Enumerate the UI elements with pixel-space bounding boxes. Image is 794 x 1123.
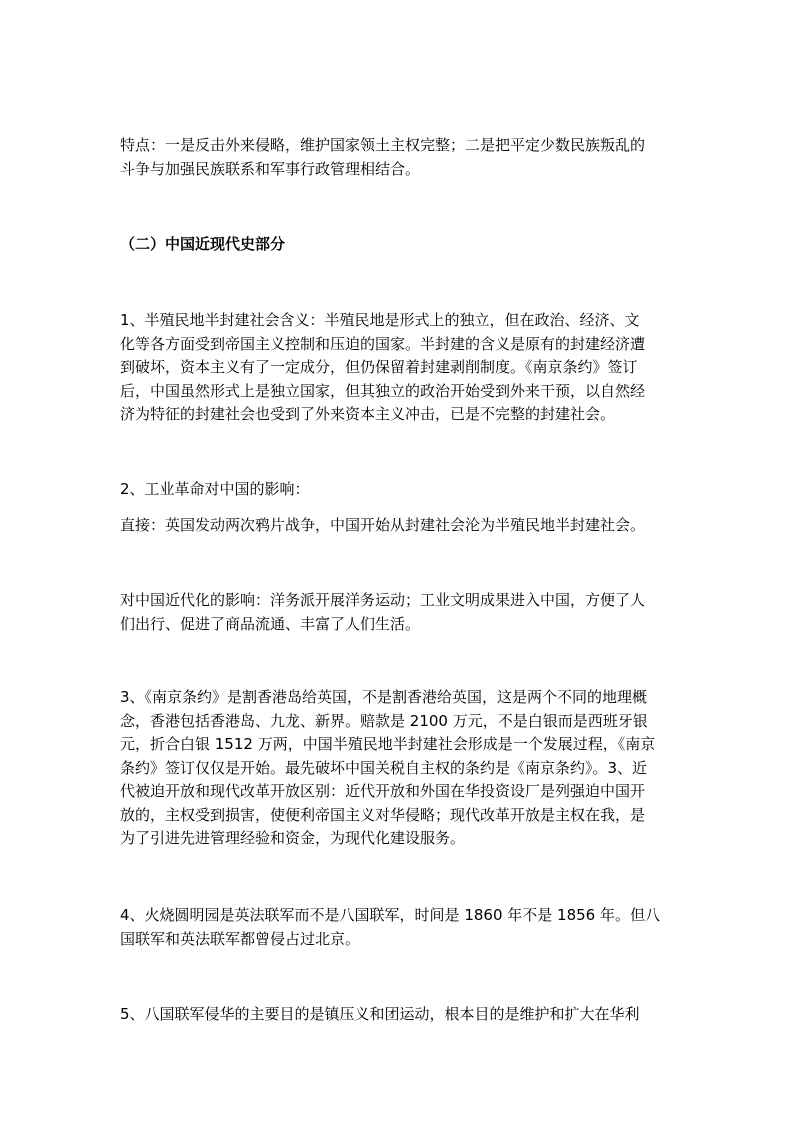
section-heading [120, 233, 680, 257]
text-line: 代被迫开放和现代改革开放区别：近代开放和外国在华投资设厂是列强迫中国开 [120, 782, 646, 800]
text-line: 4、火烧圆明园是英法联军而不是八国联军，时间是 1860 年不是 1856 年。但八 [120, 906, 660, 924]
paragraph-3 [120, 686, 680, 851]
text-line: 念，香港包括香港岛、九龙、新界。赔款是 2100 万元，不是白银而是西班牙银 [120, 711, 648, 730]
text-line: 化等各方面受到帝国主义控制和压迫的国家。半封建的含义是原有的封建经济遭 [120, 334, 646, 353]
text-line: 后，中国虽然形式上是独立国家，但其独立的政治开始受到外来干预，以自然经 [120, 381, 646, 400]
paragraph-2-direct [120, 514, 680, 538]
paragraph-1 [120, 309, 680, 427]
text-line: 为了引进先进管理经验和资金，为现代化建设服务。 [120, 829, 466, 847]
text-line: 直接：英国发动两次鸦片战争，中国开始从封建社会沦为半殖民地半封建社会。 [120, 516, 646, 534]
text-line: 条约》签订仅仅是开始。最先破坏中国关税自主权的条约是《南京条约》。3、近 [120, 758, 648, 777]
paragraph-features [120, 134, 680, 181]
text-line: 国联军和英法联军都曾侵占过北京。 [120, 929, 361, 948]
text-line: 到破坏，资本主义有了一定成分，但仍保留着封建剥削制度。《南京条约》签订 [120, 358, 638, 376]
text-line: 斗争与加强民族联系和军事行政管理相结合。 [120, 159, 421, 178]
text-line: 济为特征的封建社会也受到了外来资本主义冲击，已是不完整的封建社会。 [120, 405, 616, 423]
text-line: 放的，主权受到损害，使便利帝国主义对华侵略；现代改革开放是主权在我，是 [120, 805, 646, 824]
text-line: 元，折合白银 1512 万两，中国半殖民地半封建社会形成是一个发展过程，《南京 [120, 735, 656, 753]
section-heading-text: （二）中国近现代史部分 [120, 235, 286, 253]
text-line: 特点：一是反击外来侵略，维护国家领土主权完整；二是把平定少数民族叛乱的 [120, 136, 646, 154]
paragraph-2-modern [120, 589, 680, 636]
text-line: 对中国近代化的影响：洋务派开展洋务运动；工业文明成果进入中国，方便了人 [120, 591, 646, 609]
text-line: 2、工业革命对中国的影响： [120, 480, 310, 498]
text-line: 5、八国联军侵华的主要目的是镇压义和团运动，根本目的是维护和扩大在华利 [120, 1005, 640, 1023]
text-line: 1、半殖民地半封建社会含义：半殖民地是形式上的独立，但在政治、经济、文 [120, 311, 640, 329]
paragraph-4 [120, 904, 680, 951]
text-line: 3、《南京条约》是割香港岛给英国，不是割香港给英国，这是两个不同的地理概 [120, 688, 648, 706]
text-line: 们出行、促进了商品流通、丰富了人们生活。 [120, 614, 421, 633]
paragraph-5 [120, 1003, 680, 1027]
paragraph-2-title [120, 478, 680, 502]
